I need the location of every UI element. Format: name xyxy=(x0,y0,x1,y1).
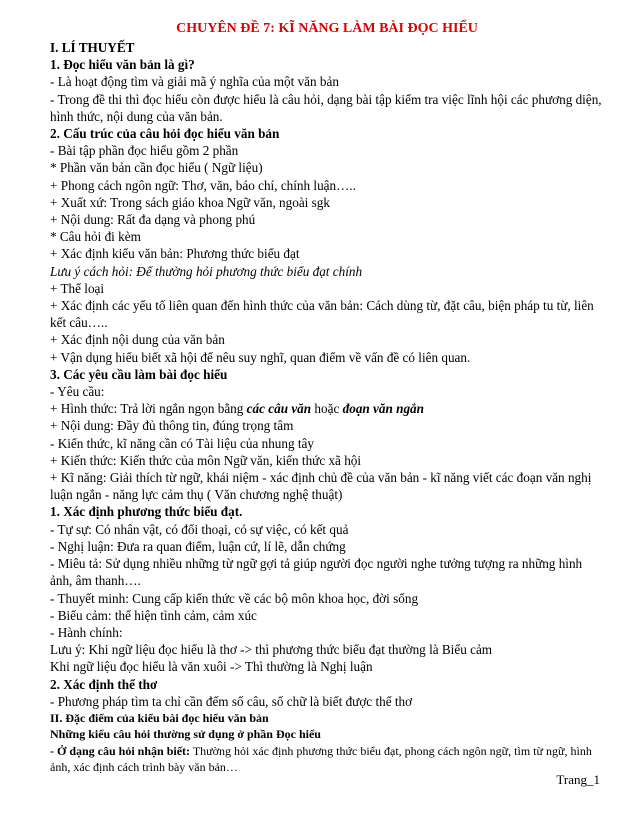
text-line: + Nội dung: Đầy đủ thông tin, đúng trọng tâm xyxy=(50,418,294,434)
text-line: + Kiến thức: Kiến thức của môn Ngữ văn, kiến thức xã hội xyxy=(50,452,362,468)
text-segment: Thường hỏi xác định phương thức biểu đạt, phong cách ngôn ngữ, tìm từ ngữ, hình ảnh, xác định cách trình bày văn bản… xyxy=(50,743,592,775)
text-line: + Xác định kiểu văn bản: Phương thức biểu đạt xyxy=(50,246,300,262)
bold-segment: - Ở dạng câu hỏi nhận biết: xyxy=(50,743,191,758)
text-line: - Trong đề thi thì đọc hiểu còn được hiểu là câu hỏi, dạng bài tập kiểm tra việc lĩnh hội các phương diện, hình thức, nội dung của văn bản. xyxy=(50,91,602,124)
page-number: Trang_1 xyxy=(556,772,600,787)
note-line: Lưu ý cách hỏi: Để thường hỏi phương thức biểu đạt chính xyxy=(50,263,363,279)
text-line: + Nội dung: Rất đa dạng và phong phú xyxy=(50,212,256,228)
text-line: - Phương pháp tìm ta chỉ cần đếm số câu, số chữ là biết được thể thơ xyxy=(50,693,413,709)
emphasis-segment: các câu văn xyxy=(246,401,312,417)
text-line: + Xác định nội dung của văn bản xyxy=(50,332,225,348)
text-line: + Xuất xứ: Trong sách giáo khoa Ngữ văn, ngoài sgk xyxy=(50,194,330,210)
text-line-recognition xyxy=(50,743,604,776)
heading-structure: 2. Cấu trúc của câu hỏi đọc hiểu văn bản xyxy=(50,126,280,142)
emphasis-segment: đoạn văn ngắn xyxy=(342,401,424,417)
text-line: - Bài tập phần đọc hiểu gồm 2 phần xyxy=(50,143,239,159)
text-line: + Xác định các yếu tố liên quan đến hình thức của văn bản: Cách dùng từ, đặt câu, biện pháp tu từ, liên kết câu….. xyxy=(50,298,594,331)
section-heading-characteristics: II. Đặc điểm của kiểu bài đọc hiểu văn bản xyxy=(50,710,269,725)
text-line: Khi ngữ liệu đọc hiểu là văn xuôi -> Thì thường là Nghị luận xyxy=(50,659,373,675)
text-line: - Yêu cầu: xyxy=(50,384,105,400)
text-line: - Miêu tả: Sử dụng nhiều những từ ngữ gợi tả giúp người đọc người nghe tưởng tượng ra những hình ảnh, âm thanh…. xyxy=(50,556,583,589)
page-title: CHUYÊN ĐỀ 7: KĨ NĂNG LÀM BÀI ĐỌC HIỂU xyxy=(176,21,478,36)
text-line: * Phần văn bản cần đọc hiểu ( Ngữ liệu) xyxy=(50,160,263,176)
text-line: - Biểu cảm: thể hiện tình cảm, cảm xúc xyxy=(50,607,257,623)
text-line: + Vận dụng hiểu biết xã hội để nêu suy nghĩ, quan điểm về vấn đề có liên quan. xyxy=(50,349,471,365)
text-segment: + Hình thức: Trả lời ngắn ngọn bằng xyxy=(50,401,247,417)
text-segment: hoặc xyxy=(311,401,343,417)
text-line: - Nghị luận: Đưa ra quan điểm, luận cứ, lí lẽ, dẫn chứng xyxy=(50,538,346,554)
text-line: - Thuyết minh: Cung cấp kiến thức về các bộ môn khoa học, đời sống xyxy=(50,590,419,606)
text-line: + Phong cách ngôn ngữ: Thơ, văn, báo chí, chính luận….. xyxy=(50,177,356,193)
heading-requirements: 3. Các yêu cầu làm bài đọc hiểu xyxy=(50,366,228,382)
heading-poem-form: 2. Xác định thể thơ xyxy=(50,676,158,692)
text-line-form xyxy=(50,400,604,417)
subheading-question-types: Những kiểu câu hỏi thường sử dụng ở phần Đọc hiểu xyxy=(50,727,321,742)
text-line: - Là hoạt động tìm và giải mã ý nghĩa của một văn bản xyxy=(50,74,339,90)
text-line: Lưu ý: Khi ngữ liệu đọc hiểu là thơ -> thì phương thức biểu đạt thường là Biểu cảm xyxy=(50,642,493,658)
heading-expression-mode: 1. Xác định phương thức biểu đạt. xyxy=(50,504,243,520)
section-heading-theory: I. LÍ THUYẾT xyxy=(50,40,135,55)
text-line: - Hành chính: xyxy=(50,624,123,640)
text-line: * Câu hỏi đi kèm xyxy=(50,229,141,245)
heading-what-is-reading: 1. Đọc hiểu văn bản là gì? xyxy=(50,57,195,73)
text-line: + Thể loại xyxy=(50,280,105,296)
text-line: - Kiến thức, kĩ năng cần có Tài liệu của nhung tây xyxy=(50,435,314,451)
text-line: - Tự sự: Có nhân vật, có đối thoại, có sự việc, có kết quả xyxy=(50,521,349,537)
text-line: + Kĩ năng: Giải thích từ ngữ, khái niệm - xác định chủ đề của văn bản - kĩ năng viết các đoạn văn nghị luận ngắn - năng lực cảm thụ ( Văn chương nghệ thuật) xyxy=(50,470,592,503)
